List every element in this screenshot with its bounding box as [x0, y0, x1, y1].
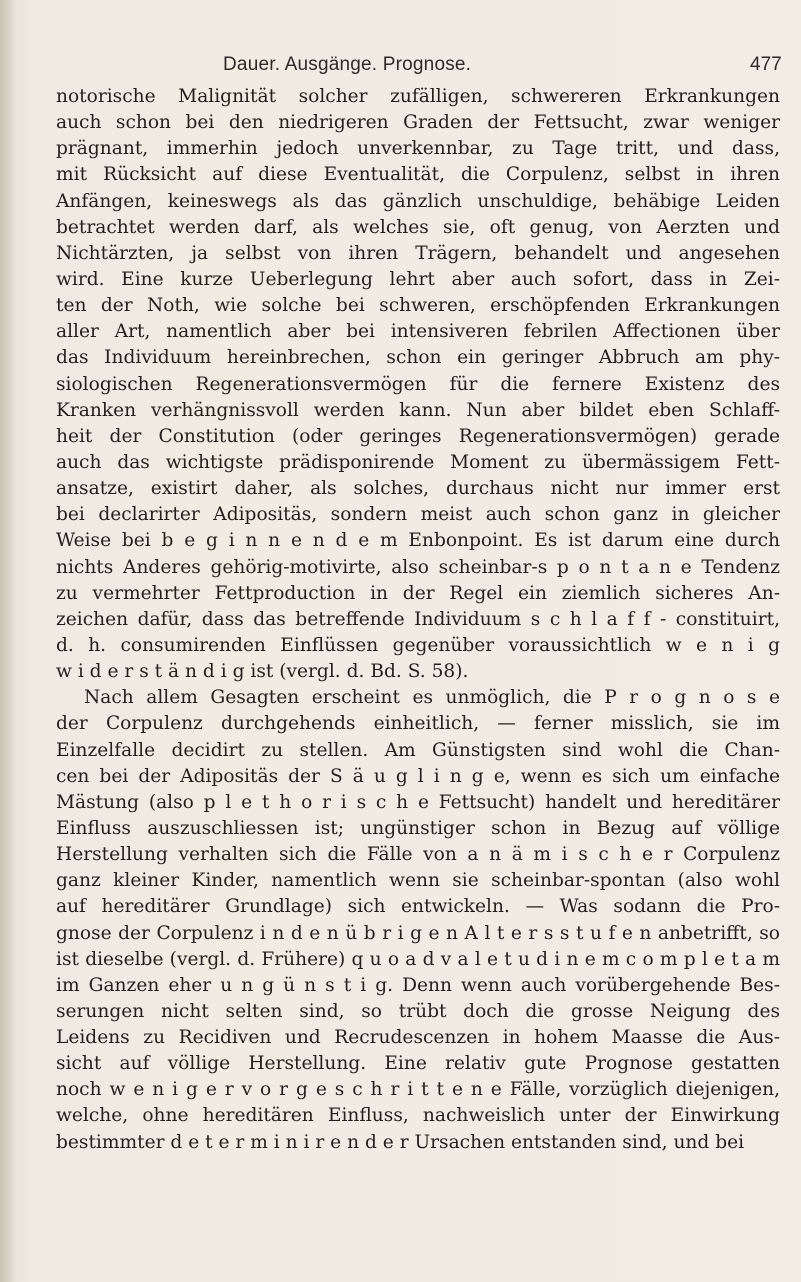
text-line: mit Rücksicht auf diese Eventualität, die Corpulenz, selbst in ihren [56, 164, 780, 186]
text-line: ganz kleiner Kinder, namentlich wenn sie scheinbar-spontan (also wohl [56, 870, 780, 892]
text-line: auf hereditärer Grundlage) sich entwickeln. — Was sodann die Pro- [56, 896, 780, 918]
text-line: aller Art, namentlich aber bei intensiveren febrilen Affectionen über [56, 321, 780, 343]
body-text [56, 84, 780, 1156]
text-line: Nichtärzten, ja selbst von ihren Trägern, behandelt und angesehen [56, 242, 780, 264]
text-line: wird. Eine kurze Ueberlegung lehrt aber auch sofort, dass in Zei- [56, 268, 780, 290]
text-line: bei declarirter Adipositäs, sondern meist auch schon ganz in gleicher [56, 504, 780, 526]
text-line: Mästung (also p l e t h o r i s c h e Fettsucht) handelt und hereditärer [56, 791, 780, 813]
text-line: Nach allem Gesagten erscheint es unmöglich, die P r o g n o s e [84, 687, 780, 709]
text-line: prägnant, immerhin jedoch unverkennbar, zu Tage tritt, und dass, [56, 138, 780, 160]
text-line: Herstellung verhalten sich die Fälle von a n ä m i s c h e r Corpulenz [56, 844, 780, 866]
text-line: noch w e n i g e r v o r g e s c h r i t t e n e Fälle, vorzüglich diejenigen, [56, 1079, 780, 1101]
text-line: Anfängen, keineswegs als das gänzlich unschuldige, behäbige Leiden [56, 190, 780, 212]
text-line: w i d e r s t ä n d i g ist (vergl. d. Bd. S. 58). [56, 661, 469, 683]
text-line: Weise bei b e g i n n e n d e m Enbonpoint. Es ist darum eine durch [56, 530, 780, 552]
text-line: nichts Anderes gehörig-motivirte, also scheinbar-s p o n t a n e Tendenz [56, 556, 780, 578]
text-line: serungen nicht selten sind, so trübt doch die grosse Neigung des [56, 1000, 780, 1022]
text-line: auch das wichtigste prädisponirende Moment zu übermässigem Fett- [56, 451, 780, 473]
running-head: Dauer. Ausgänge. Prognose. [223, 54, 472, 75]
page-header [0, 54, 801, 82]
text-line: zeichen dafür, dass das betreffende Individuum s c h l a f f - constituirt, [56, 608, 780, 630]
text-line: Leidens zu Recidiven und Recrudescenzen in hohem Maasse die Aus- [56, 1027, 780, 1049]
text-line: ist dieselbe (vergl. d. Frühere) q u o a d v a l e t u d i n e m c o m p l e t a m [56, 948, 780, 970]
page-binding-shadow [0, 0, 16, 1282]
text-line: der Corpulenz durchgehends einheitlich, — ferner misslich, sie im [56, 713, 780, 735]
text-line: Einzelfalle decidirt zu stellen. Am Günstigsten sind wohl die Chan- [56, 739, 780, 761]
text-line: das Individuum hereinbrechen, schon ein geringer Abbruch am phy- [56, 347, 780, 369]
text-line: welche, ohne hereditären Einfluss, nachweislich unter der Einwirkung [56, 1105, 780, 1127]
text-line: siologischen Regenerationsvermögen für die fernere Existenz des [56, 373, 780, 395]
text-line: zu vermehrter Fettproduction in der Regel ein ziemlich sicheres An- [56, 582, 780, 604]
text-line: ten der Noth, wie solche bei schweren, erschöpfenden Erkrankungen [56, 295, 780, 317]
text-line: Einfluss auszuschliessen ist; ungünstiger schon in Bezug auf völlige [56, 817, 780, 839]
text-line: Kranken verhängnissvoll werden kann. Nun aber bildet eben Schlaff- [56, 399, 780, 421]
text-line: cen bei der Adipositäs der S ä u g l i n g e, wenn es sich um einfache [56, 765, 780, 787]
text-line: ansatze, existirt daher, als solches, durchaus nicht nur immer erst [56, 478, 780, 500]
text-line: sicht auf völlige Herstellung. Eine relativ gute Prognose gestatten [56, 1053, 780, 1075]
text-line: bestimmter d e t e r m i n i r e n d e r Ursachen entstanden sind, und bei [56, 1131, 745, 1153]
text-line: gnose der Corpulenz i n d e n ü b r i g e n A l t e r s s t u f e n anbetrifft, so [56, 922, 780, 944]
page-number: 477 [750, 54, 782, 75]
text-line: betrachtet werden darf, als welches sie, oft genug, von Aerzten und [56, 216, 780, 238]
text-line: d. h. consumirenden Einflüssen gegenüber voraussichtlich w e n i g [56, 634, 780, 656]
text-line: auch schon bei den niedrigeren Graden der Fettsucht, zwar weniger [56, 112, 780, 134]
text-line: notorische Malignität solcher zufälligen, schwereren Erkrankungen [56, 86, 780, 107]
text-line: im Ganzen eher u n g ü n s t i g. Denn wenn auch vorübergehende Bes- [56, 974, 780, 996]
text-line: heit der Constitution (oder geringes Regenerationsvermögen) gerade [56, 425, 780, 447]
